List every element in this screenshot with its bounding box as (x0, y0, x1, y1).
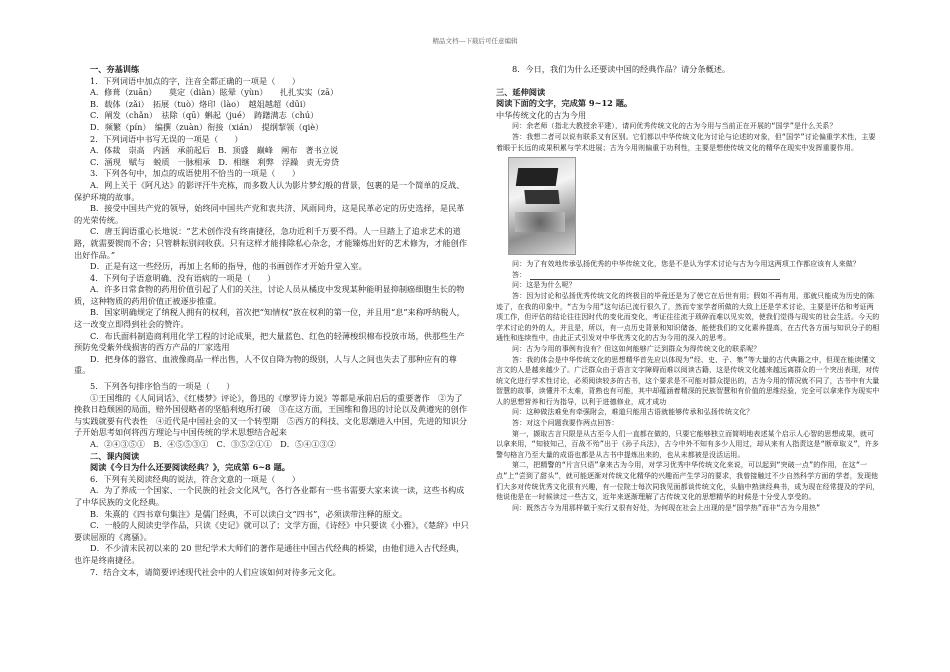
q4-option-d: D．把身体的器官、血液像商品一样出售，人不仅自降为物的级别，人与人之间也失去了那种应有的尊重。 (74, 353, 457, 376)
section-heading-1: 一、夯基训练 (90, 64, 140, 74)
answer-line (496, 270, 880, 281)
book-cover-image (508, 157, 576, 255)
q2-cell: D．相继 (218, 156, 250, 167)
interview-paragraph: 答：我想二者可以说有联系又有区别。它们都以中华传统文化为讨论与论述的对象，但“国学”讨论偏重学术性，主要着眼于长远的成果积累与学术进展；古为今用则偏重于功利性，主要是想使传统文化的精华在现实中发挥重要作用。 (496, 132, 876, 152)
q5-options: A．②④③⑤① B．④⑤⑤③① C．③⑤②①① D．⑤④①③② (90, 439, 336, 449)
q1-option-c: C．阐发（chǎn） 祛除（qū）蝌起（jué） 踌躇满志（chú） (90, 110, 319, 121)
q4-option-a: A．许多日常食物的药用价值引起了人们的关注，讨论人员从橘皮中发现某种能明显抑制癌细胞生长的物质，这种物质的药用价值正被逐步推重。 (74, 284, 465, 306)
q2-cell: 一脉相承 (177, 156, 211, 167)
question-8: 8．今日，我们为什么还要读中国的经典作品？请分条概述。 (512, 64, 731, 74)
q2-cell: 利弊 (257, 156, 274, 167)
reading-instruction-1: 阅读《今日为什么还要阅读经典？》，完成第 6~8 题。 (90, 462, 290, 473)
q2-cell: 蜕质 (153, 156, 170, 167)
reading-instruction-2: 阅读下面的文字，完成第 9~12 题。 (496, 98, 633, 109)
q2-cell: 崇高 (128, 145, 145, 156)
question-1-stem: 1．下列词语中加点的字，注音全都正确的一项是（ ） (90, 75, 300, 86)
q3-option-c: C．唐玉润语重心长地说：“艺术创作没有终南捷径，急功近利千万要不得。人一旦踏上了追求艺术的道路，就需要锲而不舍；只管耕耘别问收获。只有这样才能排除私心杂念，才能臻炼出好的艺术修为，才能创作出好作品。” (74, 226, 468, 260)
interview-paragraph: 问：这种做法难免有牵强附会，难道只能用古语就能够传承和弘扬传统文化？ (512, 408, 754, 417)
q3-option-d: D．正是有这一些经历，再加上名师的指导，他的书画创作才开始升堂入室。 (90, 261, 367, 272)
q2-cell: A．体裁 (90, 145, 121, 156)
section-heading-2: 二、课内阅读 (90, 450, 140, 461)
interview-paragraph: 答：对这个问题我要作两点回答： (512, 419, 619, 428)
q2-cell: 赋与 (128, 156, 146, 167)
article-title: 中华传统文化的古为今用 (496, 109, 587, 120)
q6-option-b: B．朱熹的《四书章句集注》是儒门经典，不可以读白文“四书”，必须读带注释的原文。 (90, 508, 408, 519)
question-6-stem: 6．下列有关阅读经典的说法，符合文意的一项是（ ） (90, 473, 300, 484)
interview-paragraph: 问：既然古今为用那样做于实行又很有好处，为何现在社会上出现的是“国学热”而非“古为今用热” (512, 503, 821, 512)
interview-paragraph: 答：我的体会是中华传统文化的思想精华首先应以体现为“经、史、子、集”等大量的古代典籍之中，但现在能读懂文言文的人是越来越少了。广泛群众由于语言文字障碍而难以阅读古籍，这是传统文化越来越远离群众的一个突出表现，对传统文化进行学术性讨论，必须阅读较多的古书，这个要求是不可能对群众提出的，古为今用的情况就不同了，古书中有大量智慧的故事，读懂并不太难，背熟也有可能，其中却蕴涵着精深的民族智慧和有价值的思维经验，完全可以拿来作为现实中人的思想营养和行为指导，以利于进德修业，成才成功 (496, 355, 880, 406)
q6-option-c: C．一般的人阅读史学作品，只读《史记》就可以了；文学方面，《诗经》中只要读《小雅》，《楚辞》中只要读屈原的《离骚》。 (74, 520, 469, 542)
q2-cell: 著书立说 (305, 145, 339, 156)
question-7: 7．结合文本，请简要评述现代社会中的人们应该如何对待多元文化。 (90, 566, 341, 577)
q3-option-b: B．接受中国共产党的领导，始终同中国共产党和衷共济、风雨同舟，这是民革必定的历史选择，是民革的光荣传统。 (74, 203, 465, 225)
q2-cell: B．顶盛 (218, 145, 249, 156)
interview-paragraph: 第二，把精警的“片言只语”拿来古为今用，对学习优秀中华传统文化来说，可以起到“突破一点”的作用，在这“一点”上“尝到了甜头”，就可能逐渐对传统文化精华的兴趣而产生学习的要求，我曾接触过不少自然科学方面的学者，发现他们大多对传统优秀文化很有兴趣，有一位院士每次同我见面都谈传统文化，头脑中熟读经典书，成为现在经常提及的学问，他说他是在一时候读过一些古文，近年来逐渐理解了古传统文化的思想精华的时候是十分受人享受的。 (496, 461, 880, 502)
q4-option-b: B．国家明确规定了纳税人拥有的权利，首次把“知情权”放在权利的第一位，并且用“息”来称呼纳税人，这一改变立即得到社会的赞许。 (74, 307, 465, 330)
question-5-stem: 5．下列各句排序恰当的一项是（ ） (90, 381, 235, 392)
interview-paragraph: 问：古为今用的事例有没有？但这如何能够广泛到群众为得传统文化的联系呢？ (512, 344, 761, 353)
question-3-stem: 3．下列各句中，加点的成语使用不恰当的一项是（ ） (90, 168, 300, 179)
answer-blank (530, 271, 780, 280)
q4-option-c: C．布氏面料制造商利用化学工程的讨论成果，把大量蓝色、红色的轻薄梭织棉布投放市场，供那些生产预防免受紫外线损害的西方产品的厂家选用 (74, 330, 465, 353)
q1-option-b: B．载体（zǎi） 拓展（tuò）烙印（lào） 越俎越超（dūi） (90, 98, 311, 109)
question-4-stem: 4．下列句子语意明确、没有语病的一项是（ ） (90, 272, 276, 283)
q3-option-a: A．网上关于《阿凡达》的影评汗牛充栋，而多数人认为影片梦幻般的背景，包裹的是一个简单的反战、保护环境的故事。 (74, 179, 465, 202)
q2-cell: 责无旁贷 (306, 156, 340, 167)
q2-row-2 (74, 157, 470, 169)
interview-paragraph: 问：余老师（指北大教授余平建），请问优秀传统文化的古为今用与当前正在开展的“国学”是什么关系？ (512, 122, 837, 131)
interview-paragraph: 第一，撷取古言只限是从古至今人们一直都在做的，只要它能够独立而简明地表述某个启示人心智的思想成果，就可以拿来用，“知彼知己，百战不殆”出于《孙子兵法》，古今中外不知有多少人用过，却从来有人指责这是“断章取义”，许多警句格言乃至大量的成语也都是从古书中提炼出来的，也从未都被是没活运用。 (496, 429, 879, 459)
left-column (74, 64, 470, 578)
q2-cell: C．涵现 (90, 156, 121, 167)
q5-body: ①王国维的《人间词话》、《红楼梦》评论》，鲁迅的《摩罗诗力说》等都是承前启后的重要著作 ②为了挽救日趋颓困的局面，赔外国侵略者的坚船利炮所打破 ③在这方面，王国维和鲁迅的讨论以及黄遵宪的创作与实践就要有代表性 ④近代是中国社会的又一个转型期 ⑤西方的科技、文化思潮进入中国，先进的知识分子开始思考如何将西方理论与中国传统的学术思想结合起来 (74, 392, 468, 438)
q2-cell: 内涵 (152, 145, 170, 156)
answer-label: 答： (512, 270, 527, 279)
question-2-stem: 2．下列词语中书写无误的一项是（ ） (90, 133, 243, 144)
interview-paragraph: 问：为了有效地传承弘扬优秀的中华传统文化，您是不是认为学术讨论与古为今用这两项工作都应该有人来做？ (512, 260, 860, 269)
right-column (496, 64, 880, 513)
q1-option-a: A．修葺（zuān） 莫定（diàn）眩晕（yùn） 扎扎实实（zā） (90, 87, 339, 98)
section-heading-3: 三、延伸阅读 (496, 86, 546, 97)
q2-row-1 (74, 145, 470, 157)
q2-cell: 承前起后 (177, 145, 211, 156)
q2-cell: 阐布 (281, 145, 298, 156)
q6-option-a: A．为了养成一个国家、一个民族的社会文化风气，各行各业都有一些书需要大家来读一读，这些书构成了中华民族的文化经典。 (74, 485, 465, 507)
q6-option-d: D．不少清末民初以来的 20 世纪学术大师们的著作是通往中国古代经典的桥梁，由他们进入古代经典，也许是终南捷径。 (74, 543, 465, 565)
q2-cell: 浮躁 (281, 156, 299, 167)
q1-option-d: D．频繁（pín） 编撰（zuàn）衔接（xián） 提纲挈领（qiè） (90, 121, 324, 132)
interview-paragraph: 问：这是为什么呢？ (512, 281, 576, 290)
interview-paragraph: 答：因为讨论和弘扬优秀传统文化的终极目的毕竟还是为了使它在后世有用；假如不再有用，那就只能成为历史的陈迹了，在我的印象中，“古为今用”这句话已流行很久了，然而专家学者所做的大致上还是学术讨论，主要是评估和考证两项工作，但评估的结论往往因时代的变化而变化，考证往往流于琐碎而难以见实效，使我们觉得与现实的社会生活。今天的学术讨论的外的人，并且是，所以，有一点历史背景和知识储备，能使我们的文化素养提高，在古代各方面与知识分子的相通性和连续性中，由此正式引发对中华优秀文化的古为今用的深入的思考。 (496, 291, 880, 343)
q2-cell: 巅峰 (256, 145, 274, 156)
page-header: 精品文档---下载后可任意编辑 (432, 37, 518, 45)
